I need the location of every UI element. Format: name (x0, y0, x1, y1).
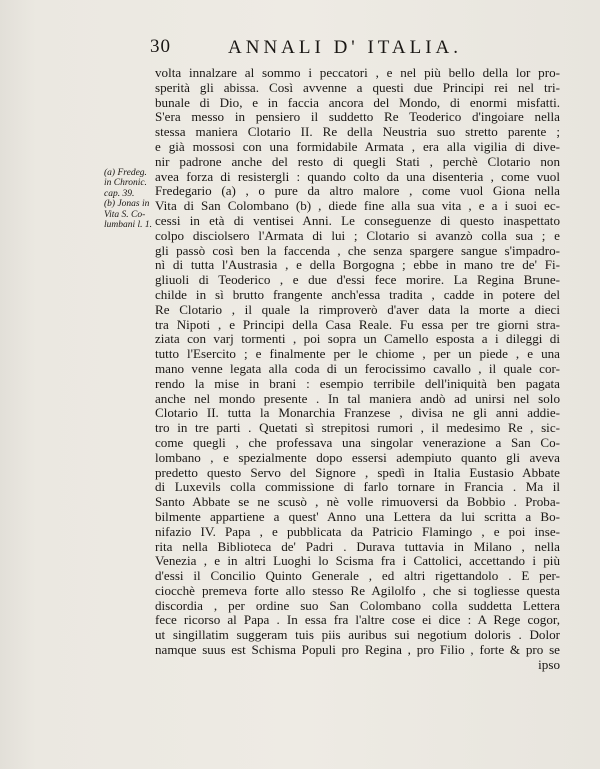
text-line: e già mossosi con una formidabile Armata , era alla vigilia di dive- (155, 139, 560, 154)
text-line: di Luxevils colla commissione di farlo tornare in Francia . Ma il (155, 480, 560, 495)
text-line: ut singillatim suggeram tuis piis auribus sui negotium doloris . Dolor (155, 628, 560, 643)
text-line: gli passò così ben la faccenda , che senza spargere sangue s'impadro- (155, 243, 560, 258)
text-line: anche nel mondo presente . In tal maniera andò ad unirsi nel solo (155, 391, 560, 406)
marginal-note-line: (b) Jonas in (104, 199, 150, 210)
marginal-note-line: cap. 39. (104, 188, 135, 199)
text-line: ipso (538, 657, 560, 672)
text-line: rendo la mise in brani : esempio terribile dell'iniquità ben pagata (155, 376, 560, 391)
text-line: bunale di Dio, e in faccia ancora del Mondo, di enormi misfatti. (155, 95, 560, 110)
text-line: S'era messo in pensiero il suddetto Re Teoderico d'ingoiare nella (155, 110, 560, 125)
text-line: childe in sì brutto frangente anch'essa tradita , cadde in potere del (155, 287, 560, 302)
text-line: sperità gli abissa. Così avvenne a questi due Principi rei nel tri- (155, 80, 560, 95)
text-line: discordia , per ordine suo San Colombano colla suddetta Lettera (155, 598, 560, 613)
text-line: predetto questo Servo del Signore , spedì in Italia Eustasio Abbate (155, 465, 560, 480)
text-line: stessa maniera Clotario II. Re della Neustria suo stretto parente ; (155, 125, 560, 140)
text-line: namque suus est Schisma Populi pro Regina , pro Filio , forte & pro se (155, 643, 560, 658)
marginal-notes (104, 168, 156, 230)
text-line: ziata con varj tormenti , poi sopra un Camello esposta a i dileggi di (155, 332, 560, 347)
text-line: tutto l'Esercito ; e finalmente per le chiome , per un piede , e una (155, 347, 560, 362)
text-line: Fredegario (a) , o pure da altro malore , come vuol Giona nella (155, 184, 560, 199)
text-line: volta innalzare al sommo i peccatori , e nel più bello della lor pro- (155, 66, 560, 80)
body-text (155, 66, 560, 673)
page-number: 30 (150, 36, 171, 57)
text-line: cessi in età di ventisei Anni. Le conseguenze di questo inaspettato (155, 213, 560, 228)
marginal-note-line: (a) Fredeg. (104, 168, 147, 178)
text-line: come quegli , che professava una singolar venerazione a San Co- (155, 435, 560, 450)
text-line: colpo disciolsero l'Armata di lui ; Clotario si avanzò colla sua ; e (155, 228, 560, 243)
text-line: ciocchè premeva forte allo stesso Re Agilolfo , che si togliesse questa (155, 583, 560, 598)
text-line: lombano , e spezialmente dopo essersi adempiuto quanto gli aveva (155, 450, 560, 465)
marginal-note-line: Vita S. Co- (104, 209, 146, 220)
text-line: mano venne legata alla coda di un ferocissimo cavallo , il quale cor- (155, 361, 560, 376)
text-line: tra Nipoti , e Principi della Casa Reale. Fu essa per tre giorni stra- (155, 317, 560, 332)
text-line: fece ricorso al Papa . In essa fra l'altre cose ei dice : A Rege cogor, (155, 613, 560, 628)
text-line: tro in tre parti . Quetati sì strepitosi rumori , il medesimo Re , sic- (155, 421, 560, 436)
text-line: Clotario II. tutta la Monarchia Franzese , divisa ne gli anni addie- (155, 406, 560, 421)
text-line: bilmente appartiene a quest' Anno una Lettera da lui scritta a Bo- (155, 509, 560, 524)
running-title: ANNALI D' ITALIA. (228, 37, 462, 58)
marginal-note-line: lumbani l. 1. (104, 220, 153, 231)
text-line: avea forza di resistergli : quando colto da una disenteria , come vuol (155, 169, 560, 184)
text-line: Re Clotario , il quale la rimproverò d'aver data la morte a dieci (155, 302, 560, 317)
text-line: d'essi il Concilio Quinto Generale , ed altri rigettandolo . E per- (155, 569, 560, 584)
text-line: nir padrone anche del resto di quegli Stati , perchè Clotario non (155, 154, 560, 169)
text-line: rita nella Biblioteca de' Padri . Durava tuttavia in Milano , nella (155, 539, 560, 554)
text-line: nifazio IV. Papa , e pubblicata da Patricio Flamingo , e poi inse- (155, 524, 560, 539)
text-line: Santo Abbate se ne scusò , nè volle rimuoversi da Bobbio . Proba- (155, 495, 560, 510)
marginal-note-line: in Chronic. (104, 178, 147, 189)
text-line: nì di tutta l'Austrasia , e della Borgogna ; ebbe in mano tre de' Fi- (155, 258, 560, 273)
text-line: Vita di San Colombano (b) , diede fine alla sua vita , e a i suoi ec- (155, 199, 560, 214)
text-line: gliuoli di Teoderico , e due d'essi fece morire. La Regina Brune- (155, 273, 560, 288)
text-line: Venezia , e in altri Luoghi lo Scisma fra i Cattolici, accettando i più (155, 554, 560, 569)
